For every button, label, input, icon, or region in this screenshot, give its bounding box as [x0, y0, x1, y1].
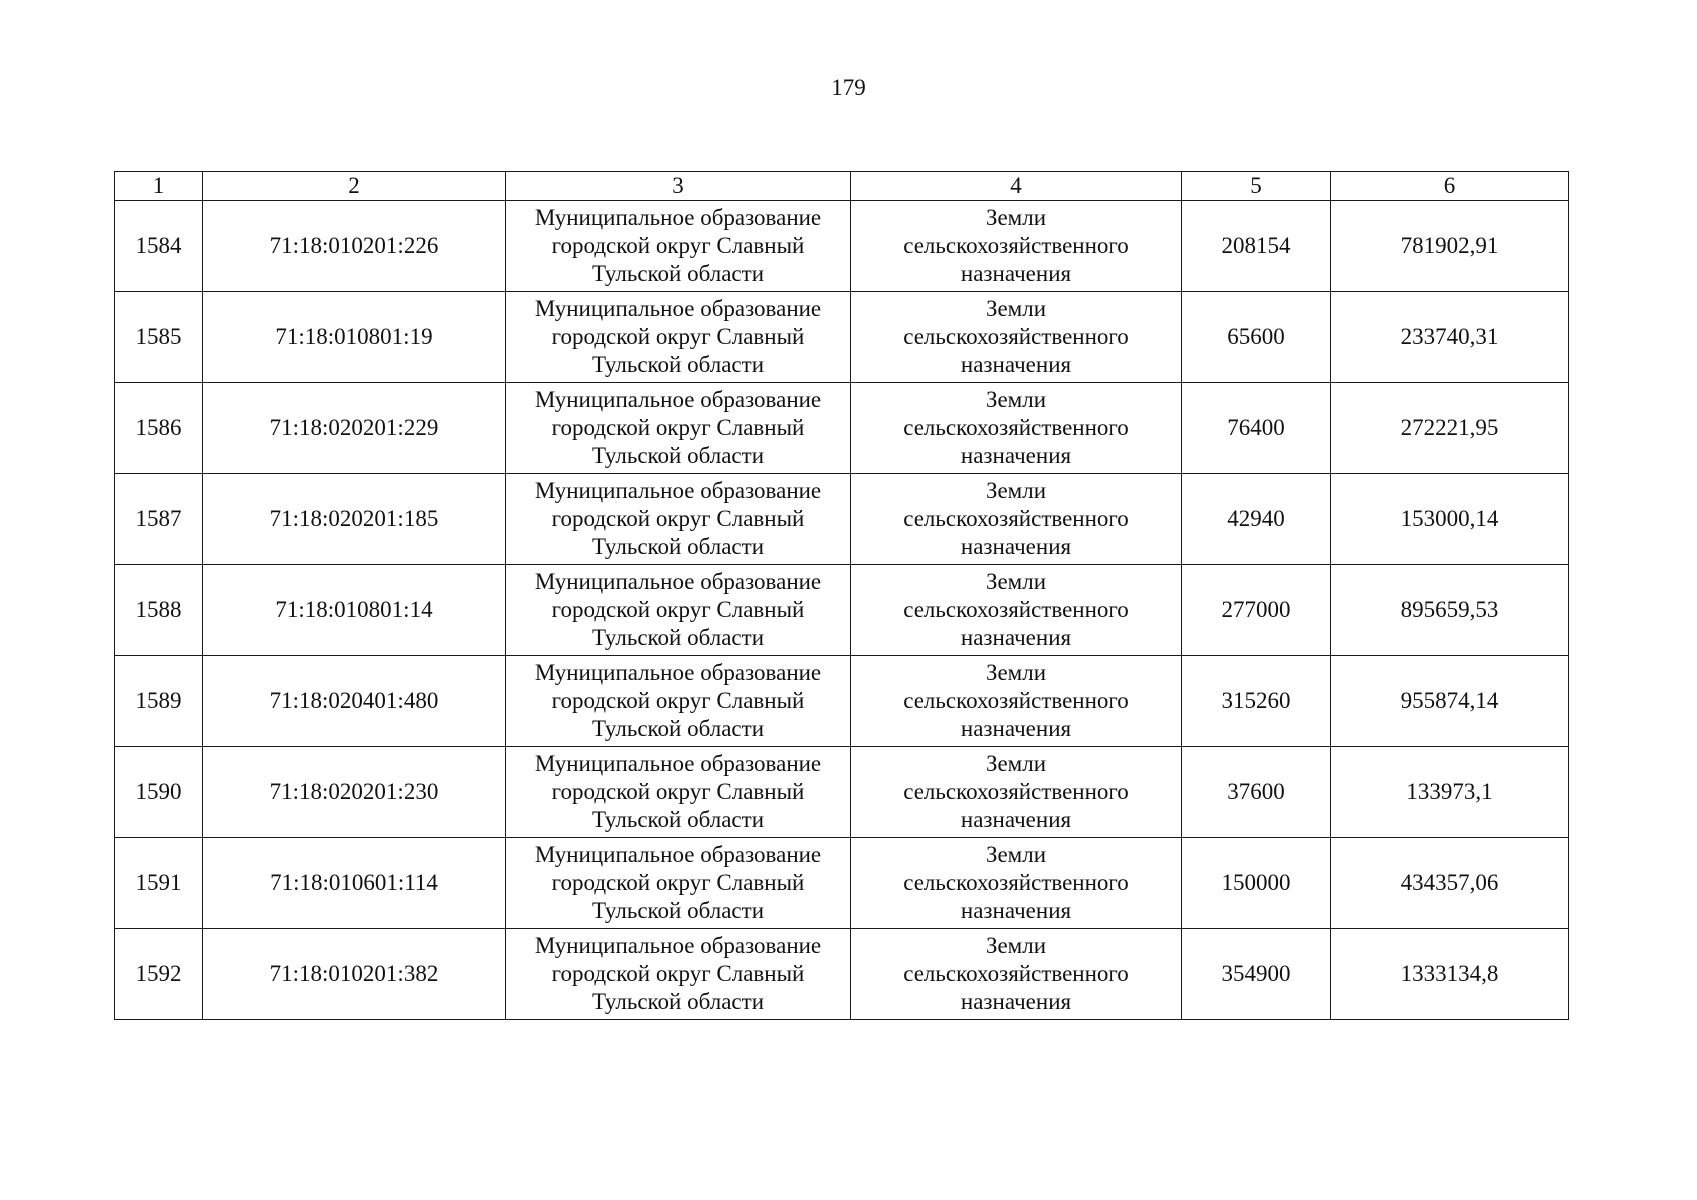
table-row: [115, 747, 1569, 838]
table-row: [115, 383, 1569, 474]
column-header-6: 6: [1331, 172, 1569, 201]
owner: Муниципальное образование городской округ Славный Тульской области: [506, 383, 851, 474]
area: 277000: [1182, 565, 1331, 656]
row-number: 1591: [115, 838, 203, 929]
row-number: 1584: [115, 201, 203, 292]
land-category: Земли сельскохозяйственного назначения: [851, 565, 1182, 656]
column-header-1: 1: [115, 172, 203, 201]
cadastral-number: 71:18:010601:114: [203, 838, 506, 929]
column-header-4: 4: [851, 172, 1182, 201]
land-category: Земли сельскохозяйственного назначения: [851, 656, 1182, 747]
owner: Муниципальное образование городской округ Славный Тульской области: [506, 838, 851, 929]
land-category: Земли сельскохозяйственного назначения: [851, 474, 1182, 565]
owner: Муниципальное образование городской округ Славный Тульской области: [506, 201, 851, 292]
row-number: 1586: [115, 383, 203, 474]
column-header-2: 2: [203, 172, 506, 201]
cadastral-value: 153000,14: [1331, 474, 1569, 565]
table-row: [115, 292, 1569, 383]
row-number: 1588: [115, 565, 203, 656]
land-category: Земли сельскохозяйственного назначения: [851, 201, 1182, 292]
table-row: [115, 929, 1569, 1020]
land-category: Земли сельскохозяйственного назначения: [851, 929, 1182, 1020]
owner: Муниципальное образование городской округ Славный Тульской области: [506, 656, 851, 747]
area: 354900: [1182, 929, 1331, 1020]
cadastral-value: 272221,95: [1331, 383, 1569, 474]
row-number: 1590: [115, 747, 203, 838]
area: 76400: [1182, 383, 1331, 474]
owner: Муниципальное образование городской округ Славный Тульской области: [506, 474, 851, 565]
cadastral-value: 955874,14: [1331, 656, 1569, 747]
area: 65600: [1182, 292, 1331, 383]
cadastral-number: 71:18:020401:480: [203, 656, 506, 747]
table-row: [115, 201, 1569, 292]
table-row: [115, 565, 1569, 656]
table-header: [115, 172, 1569, 201]
header-row: [115, 172, 1569, 201]
cadastral-number: 71:18:010201:226: [203, 201, 506, 292]
column-header-3: 3: [506, 172, 851, 201]
cadastral-value: 434357,06: [1331, 838, 1569, 929]
page-number: 179: [831, 75, 866, 100]
cadastral-number: 71:18:010801:14: [203, 565, 506, 656]
owner: Муниципальное образование городской округ Славный Тульской области: [506, 929, 851, 1020]
owner: Муниципальное образование городской округ Славный Тульской области: [506, 565, 851, 656]
cadastral-number: 71:18:020201:230: [203, 747, 506, 838]
land-category: Земли сельскохозяйственного назначения: [851, 292, 1182, 383]
land-category: Земли сельскохозяйственного назначения: [851, 383, 1182, 474]
cadastral-value: 781902,91: [1331, 201, 1569, 292]
owner: Муниципальное образование городской округ Славный Тульской области: [506, 747, 851, 838]
row-number: 1592: [115, 929, 203, 1020]
cadastral-value: 233740,31: [1331, 292, 1569, 383]
cadastral-number: 71:18:010201:382: [203, 929, 506, 1020]
land-plots-table: [114, 171, 1569, 1020]
cadastral-number: 71:18:020201:185: [203, 474, 506, 565]
cadastral-value: 895659,53: [1331, 565, 1569, 656]
land-category: Земли сельскохозяйственного назначения: [851, 838, 1182, 929]
area: 42940: [1182, 474, 1331, 565]
cadastral-value: 133973,1: [1331, 747, 1569, 838]
cadastral-value: 1333134,8: [1331, 929, 1569, 1020]
row-number: 1585: [115, 292, 203, 383]
area: 208154: [1182, 201, 1331, 292]
table-body: [115, 201, 1569, 1020]
column-header-5: 5: [1182, 172, 1331, 201]
land-category: Земли сельскохозяйственного назначения: [851, 747, 1182, 838]
table-row: [115, 838, 1569, 929]
area: 150000: [1182, 838, 1331, 929]
row-number: 1589: [115, 656, 203, 747]
area: 37600: [1182, 747, 1331, 838]
cadastral-number: 71:18:020201:229: [203, 383, 506, 474]
table-row: [115, 474, 1569, 565]
area: 315260: [1182, 656, 1331, 747]
owner: Муниципальное образование городской округ Славный Тульской области: [506, 292, 851, 383]
table-row: [115, 656, 1569, 747]
row-number: 1587: [115, 474, 203, 565]
cadastral-number: 71:18:010801:19: [203, 292, 506, 383]
